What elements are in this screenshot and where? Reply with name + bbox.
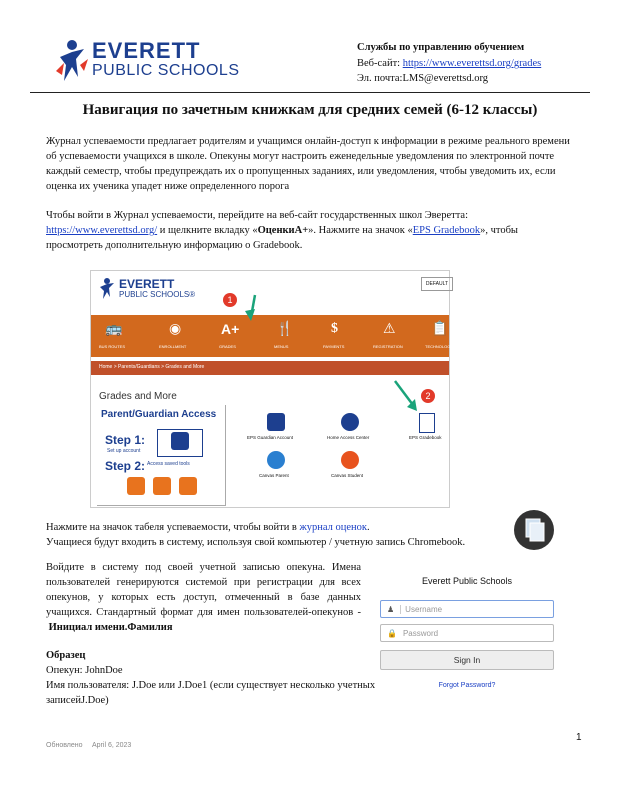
nav-label-grades: GRADES xyxy=(219,344,236,349)
password-placeholder: Password xyxy=(402,628,439,638)
website-screenshot xyxy=(90,270,454,508)
student-login-note: Учащиеся будут входить в систему, используя свой компьютер / учетную запись Chromebook. xyxy=(46,537,466,548)
nav-label-bus: BUS ROUTES xyxy=(99,344,126,349)
canvas-parent-icon xyxy=(267,451,285,469)
account-icon xyxy=(171,432,189,450)
footer-updated-label: Обновлено xyxy=(46,742,83,749)
header-divider xyxy=(30,92,590,93)
sign-in-button[interactable]: Sign In xyxy=(380,650,554,670)
icon-label-hac: Home Access Center xyxy=(327,435,370,440)
step1-sub: Set up account xyxy=(107,448,141,454)
callout-badge-2: 2 xyxy=(421,389,435,403)
forgot-password-link[interactable]: Forgot Password? xyxy=(438,682,496,689)
student-figure-icon xyxy=(52,37,92,87)
page-title: Навигация по зачетным книжкам для средних семей (6-12 классы) xyxy=(82,102,538,118)
screenshot-section-title: Grades and More xyxy=(99,391,177,402)
screenshot-top-button: DEFAULT xyxy=(421,277,453,291)
page-number: 1 xyxy=(576,732,582,743)
grades-icon: A+ xyxy=(221,321,240,337)
guardian-account-icon xyxy=(267,413,285,431)
login-title: Everett Public Schools xyxy=(421,576,513,586)
enrollment-icon: ◉ xyxy=(169,322,182,337)
icon-label-guardian: EPS Guardian Account xyxy=(247,435,294,440)
intro-paragraph: Журнал успеваемости предлагает родителям и учащимся онлайн-доступ к информации в режиме реального времени об успеваемости учащихся в школе. Опекуны могут настроить еженедельные уведомления по электронной почте каждый семестр, чтобы предупреждать их о пропущенных заданиях, или уведомления, чтобы уведомить их, если оценка их ученика упадет ниже определенного порога xyxy=(46,136,570,192)
logo-line1: EVERETT xyxy=(92,38,201,63)
nav-label-menus: MENUS xyxy=(274,344,289,349)
canvas-student-icon xyxy=(341,451,359,469)
step2-label: Step 2: xyxy=(105,459,146,473)
icon-label-canvas-parent: Canvas Parent xyxy=(259,473,289,478)
parent-access-title: Parent/Guardian Access xyxy=(101,409,217,420)
tool-card-1 xyxy=(127,477,145,495)
click-instr-b: . xyxy=(367,522,370,533)
gradebook-link[interactable]: журнал оценок xyxy=(299,522,368,533)
nav-label-payments: PAYMENTS xyxy=(323,344,345,349)
sample-block xyxy=(46,648,376,708)
icon-label-canvas-student: Canvas Student xyxy=(331,473,364,478)
website-label: Веб-сайт: xyxy=(357,58,401,69)
arrow-2-icon xyxy=(391,379,421,413)
logo-line2: PUBLIC SCHOOLS xyxy=(92,62,240,79)
website-line xyxy=(357,58,541,69)
gradebook-icon[interactable] xyxy=(419,413,435,433)
nav-label-enrollment: ENROLLMENT xyxy=(159,344,187,349)
login-instr-c: ». Нажмите на значок « xyxy=(308,225,413,236)
login-instr-d: », чтобы просмотреть дополнительную информацию о Gradebook. xyxy=(46,225,518,251)
login-instr-a: Чтобы войти в Журнал успеваемости, перейдите на веб-сайт государственных школ Эверетта: xyxy=(46,210,468,221)
nav-label-registration: REGISTRATION xyxy=(373,344,403,349)
home-access-icon xyxy=(341,413,359,431)
eps-gradebook-link[interactable]: EPS Gradebook xyxy=(412,225,481,236)
nav-label-technology: TECHNOLOGY xyxy=(425,344,454,349)
technology-icon: 📋 xyxy=(431,322,449,337)
bus-icon: 🚌 xyxy=(105,322,123,337)
sample-guardian: Опекун: JohnDoe xyxy=(46,665,123,676)
footer-date: April 6, 2023 xyxy=(92,742,132,749)
icon-label-gradebook: EPS Gradebook xyxy=(409,435,442,440)
department-title: Службы по управлению обучением xyxy=(357,42,525,53)
email-value: LMS@everettsd.org xyxy=(402,73,489,84)
grades-tab-name: ОценкиA+ xyxy=(257,225,309,236)
payments-icon: $ xyxy=(331,321,338,336)
sample-title: Образец xyxy=(46,650,86,661)
eps-website-link[interactable]: https://www.everettsd.org/ xyxy=(46,225,158,236)
screenshot-logo-line1: EVERETT xyxy=(119,277,175,291)
tool-card-2 xyxy=(153,477,171,495)
screenshot-logo-line2: PUBLIC SCHOOLS® xyxy=(119,290,196,299)
login-instructions xyxy=(46,208,572,253)
report-card-icon[interactable] xyxy=(514,510,554,550)
username-placeholder: Username xyxy=(400,605,442,614)
step1-label: Step 1: xyxy=(105,433,146,447)
click-instr-a: Нажмите на значок табеля успеваемости, чтобы войти в xyxy=(46,522,300,533)
username-field[interactable] xyxy=(380,600,554,618)
guardian-login-paragraph xyxy=(46,560,361,635)
callout-badge-1: 1 xyxy=(223,293,237,307)
website-link[interactable]: https://www.everettsd.org/grades xyxy=(402,58,542,69)
menus-icon: 🍴 xyxy=(276,322,294,337)
sample-username: Имя пользователя: J.Doe или J.Doe1 (если существует несколько учетных записейJ.Doe) xyxy=(46,680,376,706)
tool-card-3 xyxy=(179,477,197,495)
password-field[interactable] xyxy=(380,624,554,642)
username-format: Инициал имени.Фамилия xyxy=(48,622,173,633)
step2-sub: Access saved tools xyxy=(147,461,190,467)
user-icon: ♟ xyxy=(387,604,395,614)
login-form xyxy=(380,576,554,689)
screenshot-breadcrumb: Home > Parents/Guardians > Grades and More xyxy=(99,364,205,370)
guardian-login-text: Войдите в систему под своей учетной записью опекуна. Имена пользователей генерируются системой при регистрации для всех опекунов, у которых есть доступ, отмеченный в базе данных учащихся. Стандартный формат для имен пользователей-опекунов - xyxy=(46,562,361,618)
lock-icon: 🔒 xyxy=(387,628,397,638)
gradebook-click-instruction xyxy=(46,520,516,550)
screenshot-logo-icon xyxy=(97,277,117,301)
email-line xyxy=(357,73,488,84)
registration-icon: ⚠ xyxy=(383,322,396,337)
arrow-1-icon xyxy=(235,293,265,323)
email-label: Эл. почта: xyxy=(357,73,403,84)
login-instr-b: и щелкните вкладку « xyxy=(157,225,258,236)
